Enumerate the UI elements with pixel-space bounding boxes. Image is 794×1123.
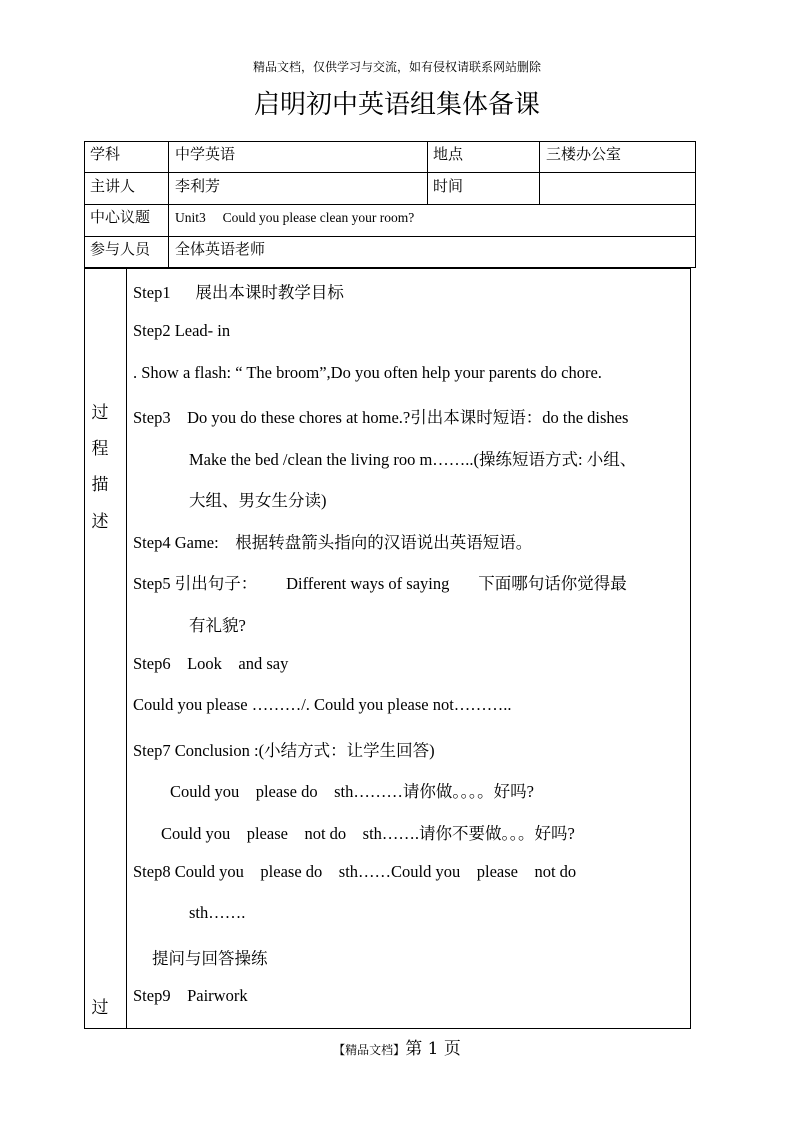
process-line: Step8 Could you please do sth……Could you please not do xyxy=(133,862,577,881)
footer-page-number: 1 xyxy=(427,1039,439,1059)
process-line: 提问与回答操练 xyxy=(152,949,268,968)
process-line: Step2 Lead- in xyxy=(133,321,231,340)
process-side-label: 程 xyxy=(91,439,109,459)
header-disclaimer: 精品文档，仅供学习与交流，如有侵权请联系网站删除 xyxy=(252,60,541,74)
process-line: . Show a flash: “ The broom”,Do you often help your parents do chore. xyxy=(133,363,602,382)
process-line: Could you please ………/. Could you please not……….. xyxy=(133,695,512,714)
process-line: Step6 Look and say xyxy=(133,654,289,673)
process-side-label: 描 xyxy=(91,475,109,495)
topic-label: 中心议题 xyxy=(90,208,151,226)
process-border-right xyxy=(690,268,691,1029)
process-line: Could you please do sth………请你做。。。。好吗? xyxy=(170,782,534,801)
process-line: Step5 引出句子： Different ways of saying 下面哪句话你觉得最 xyxy=(133,574,627,593)
footer-tag: 【精品文档】 xyxy=(333,1043,406,1057)
process-line: 有礼貌? xyxy=(189,616,246,635)
table-column-divider xyxy=(427,141,428,205)
process-line: Step3 Do you do these chores at home.?引出本课时短语：do the dishes xyxy=(133,408,629,427)
process-border-left xyxy=(84,268,85,1029)
speaker-value: 李利芳 xyxy=(175,177,221,195)
process-column-divider xyxy=(126,268,127,1029)
process-side-label-continued: 过 xyxy=(91,998,109,1018)
process-line: Step9 Pairwork xyxy=(133,986,248,1005)
process-line: Could you please not do sth…….请你不要做。。。好吗? xyxy=(161,824,575,843)
page-footer xyxy=(0,1034,794,1059)
speaker-label: 主讲人 xyxy=(90,177,136,195)
process-line: 大组、男女生分读) xyxy=(189,491,327,510)
table-column-divider xyxy=(168,141,169,268)
table-border-left xyxy=(84,141,85,268)
process-line: sth……. xyxy=(189,903,246,922)
table-row-divider xyxy=(84,236,696,237)
table-row-divider xyxy=(84,204,696,205)
topic-value: Unit3 Could you please clean your room? xyxy=(175,210,415,225)
table-column-divider xyxy=(539,141,540,205)
subject-value: 中学英语 xyxy=(175,145,236,163)
process-side-label: 过 xyxy=(91,403,109,423)
process-line: Step7 Conclusion :(小结方式：让学生回答) xyxy=(133,741,435,760)
footer-page-suffix: 页 xyxy=(443,1039,461,1059)
subject-label: 学科 xyxy=(90,145,121,163)
time-label: 时间 xyxy=(433,177,464,195)
process-border-bottom xyxy=(84,1028,691,1029)
location-label: 地点 xyxy=(433,145,464,163)
process-side-label: 述 xyxy=(91,512,109,532)
process-line: Make the bed /clean the living roo m……..(操练短语方式: 小组、 xyxy=(189,450,637,469)
process-border-top xyxy=(84,268,691,269)
process-line: Step1 展出本课时教学目标 xyxy=(133,283,344,302)
document-title: 启明初中英语组集体备课 xyxy=(253,90,540,120)
table-border-top xyxy=(84,141,696,142)
location-value: 三楼办公室 xyxy=(546,145,622,163)
participants-label: 参与人员 xyxy=(90,240,151,258)
table-row-divider xyxy=(84,172,696,173)
process-line: Step4 Game: 根据转盘箭头指向的汉语说出英语短语。 xyxy=(133,533,533,552)
footer-page-prefix: 第 xyxy=(405,1039,423,1059)
table-border-right xyxy=(695,141,696,268)
participants-value: 全体英语老师 xyxy=(175,240,266,258)
